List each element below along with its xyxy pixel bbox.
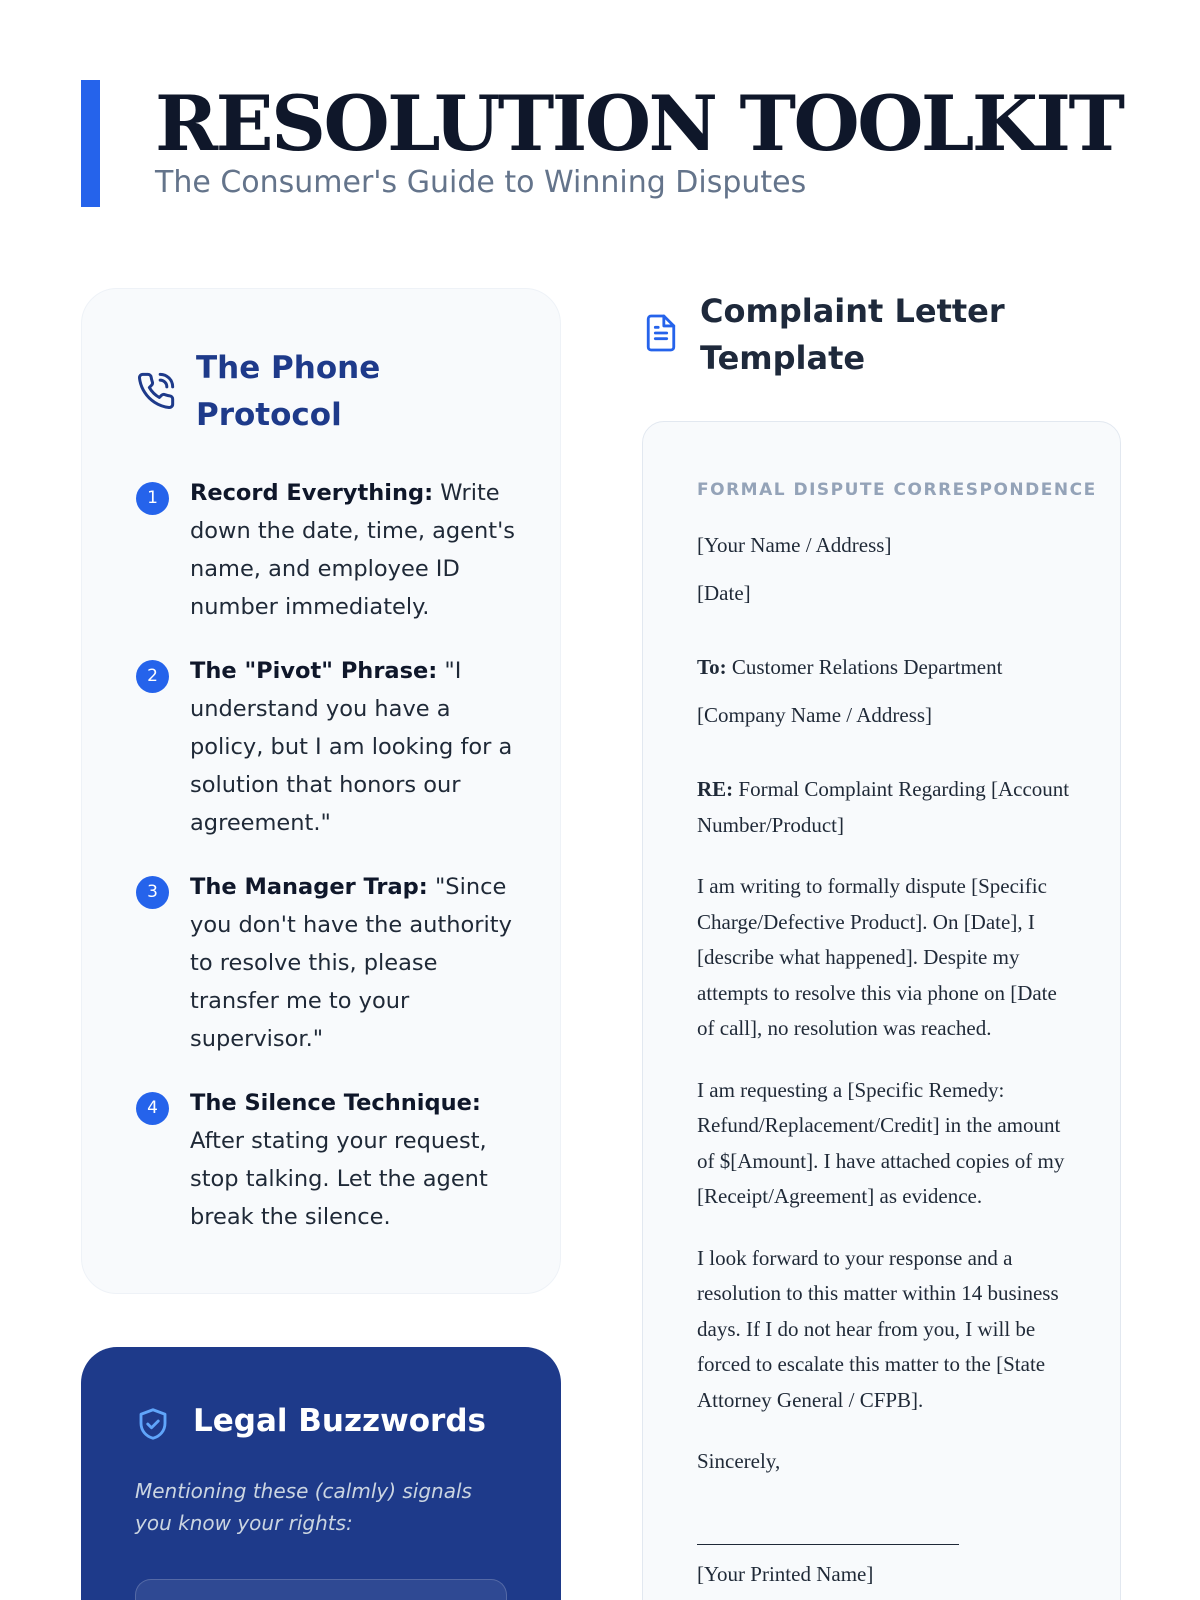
- letter-printed-name: [Your Printed Name]: [697, 1562, 874, 1586]
- letter-recipient: [697, 650, 1077, 698]
- complaint-letter-card: [642, 421, 1121, 1600]
- letter-body: [697, 528, 1077, 1589]
- step-description: Write down the date, time, agent's name, and employee ID number immediately.: [190, 480, 516, 620]
- step-label: The Manager Trap:: [190, 874, 428, 900]
- signature-line: [697, 1544, 959, 1545]
- legal-buzzwords-title: Legal Buzzwords: [193, 1403, 486, 1439]
- buzzword-item: [135, 1579, 507, 1600]
- page-subtitle: The Consumer's Guide to Winning Disputes: [155, 165, 807, 200]
- step-number-badge: 3: [136, 876, 169, 909]
- step-label: Record Everything:: [190, 480, 434, 506]
- document-icon: [644, 313, 678, 353]
- step-number-badge: 2: [136, 660, 169, 693]
- legal-buzzwords-description: Mentioning these (calmly) signals you know your rights:: [135, 1479, 472, 1535]
- letter-label: FORMAL DISPUTE CORRESPONDENCE: [697, 480, 1097, 500]
- protocol-step: [136, 474, 516, 626]
- letter-paragraph: I look forward to your response and a resolution to this matter within 14 business days. If I do not hear from you, I will be forced to escalate this matter to the [State Attorney General / CFPB].: [697, 1245, 1059, 1412]
- step-description: "I understand you have a policy, but I am looking for a solution that honors our agreement.": [190, 658, 513, 836]
- to-label: To:: [697, 655, 727, 679]
- protocol-step: [136, 868, 516, 1058]
- protocol-step: [136, 1084, 516, 1236]
- complaint-letter-heading: Complaint Letter Template: [700, 292, 1005, 377]
- letter-paragraph: I am requesting a [Specific Remedy: Refund/Replacement/Credit] in the amount of $[Amount]. I have attached copies of my [Receipt/Agreement] as evidence.: [697, 1077, 1065, 1208]
- step-label: The Silence Technique:: [190, 1090, 481, 1116]
- letter-subject: [697, 772, 1077, 843]
- step-number-badge: 1: [136, 482, 169, 515]
- page-title: RESOLUTION TOOLKIT: [155, 79, 1123, 168]
- phone-icon: [136, 371, 176, 411]
- phone-protocol-title: The Phone Protocol: [196, 350, 381, 433]
- step-number-badge: 4: [136, 1092, 169, 1125]
- protocol-step: [136, 652, 516, 842]
- step-label: The "Pivot" Phrase:: [190, 658, 438, 684]
- legal-buzzwords-card: [81, 1347, 561, 1600]
- to-value: Customer Relations Department: [731, 655, 1003, 679]
- phone-protocol-steps: [136, 474, 516, 1262]
- header-accent-bar: [81, 80, 100, 207]
- letter-sender: [Your Name / Address]: [697, 533, 892, 557]
- page-header: [81, 80, 1121, 208]
- letter-date: [Date]: [697, 581, 751, 605]
- phone-protocol-card: [81, 288, 561, 1294]
- step-description: After stating your request, stop talking. Let the agent break the silence.: [190, 1128, 488, 1230]
- re-value: Formal Complaint Regarding [Account Number/Product]: [697, 777, 1070, 837]
- letter-closing: Sincerely,: [697, 1449, 781, 1473]
- re-label: RE:: [697, 777, 734, 801]
- letter-paragraph: I am writing to formally dispute [Specific Charge/Defective Product]. On [Date], I [describe what happened]. Despite my attempts to resolve this via phone on [Date of call], no resolution was reached.: [697, 874, 1057, 1040]
- shield-check-icon: [135, 1405, 171, 1443]
- letter-company: [Company Name / Address]: [697, 703, 933, 727]
- step-description: "Since you don't have the authority to resolve this, please transfer me to your supervisor.": [190, 874, 512, 1052]
